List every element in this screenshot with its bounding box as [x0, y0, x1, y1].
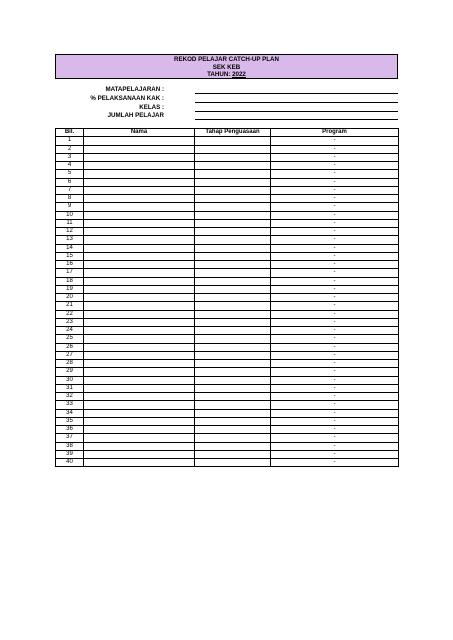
row-number: 20	[56, 294, 84, 302]
table-row	[56, 244, 399, 252]
row-number: 39	[56, 450, 84, 458]
table-row	[56, 393, 399, 401]
level-cell[interactable]	[195, 376, 271, 384]
level-cell[interactable]	[195, 417, 271, 425]
program-cell[interactable]: -	[271, 137, 399, 145]
name-cell[interactable]	[84, 376, 195, 384]
name-cell[interactable]	[84, 145, 195, 153]
level-cell[interactable]	[195, 195, 271, 203]
name-cell[interactable]	[84, 442, 195, 450]
table-row	[56, 426, 399, 434]
row-number: 10	[56, 211, 84, 219]
table-row	[56, 294, 399, 302]
info-label-total: JUMLAH PELAJAR	[107, 112, 164, 119]
name-cell[interactable]	[84, 170, 195, 178]
table-row	[56, 360, 399, 368]
program-cell[interactable]: -	[271, 368, 399, 376]
table-row	[56, 384, 399, 392]
name-cell[interactable]	[84, 203, 195, 211]
row-number: 27	[56, 351, 84, 359]
row-number: 23	[56, 318, 84, 326]
report-header	[55, 54, 398, 79]
table-row	[56, 277, 399, 285]
table-body	[56, 137, 399, 467]
table-row	[56, 310, 399, 318]
table-row	[56, 351, 399, 359]
info-label-kak: % PELAKSANAAN KAK :	[90, 95, 164, 102]
table-row	[56, 178, 399, 186]
program-cell[interactable]: -	[271, 318, 399, 326]
level-cell[interactable]	[195, 442, 271, 450]
level-cell[interactable]	[195, 145, 271, 153]
table-row	[56, 162, 399, 170]
level-cell[interactable]	[195, 186, 271, 194]
program-cell[interactable]: -	[271, 162, 399, 170]
year-label: TAHUN:	[207, 71, 231, 78]
table-row	[56, 203, 399, 211]
info-line-subject[interactable]	[195, 93, 398, 94]
row-number: 21	[56, 302, 84, 310]
name-cell[interactable]	[84, 302, 195, 310]
info-section	[55, 86, 398, 122]
row-number: 8	[56, 195, 84, 203]
table-row	[56, 137, 399, 145]
table-row	[56, 261, 399, 269]
row-number: 32	[56, 393, 84, 401]
program-cell[interactable]: -	[271, 170, 399, 178]
program-cell[interactable]: -	[271, 434, 399, 442]
row-number: 5	[56, 170, 84, 178]
table-row	[56, 228, 399, 236]
program-cell[interactable]: -	[271, 327, 399, 335]
name-cell[interactable]	[84, 327, 195, 335]
level-cell[interactable]	[195, 170, 271, 178]
level-cell[interactable]	[195, 318, 271, 326]
name-cell[interactable]	[84, 434, 195, 442]
name-cell[interactable]	[84, 269, 195, 277]
table-row	[56, 434, 399, 442]
row-number: 12	[56, 228, 84, 236]
program-cell[interactable]: -	[271, 269, 399, 277]
info-row-subject	[55, 86, 398, 94]
program-cell[interactable]: -	[271, 310, 399, 318]
program-cell[interactable]: -	[271, 442, 399, 450]
name-cell[interactable]	[84, 417, 195, 425]
level-cell[interactable]	[195, 434, 271, 442]
level-cell[interactable]	[195, 277, 271, 285]
table-row	[56, 236, 399, 244]
table-row	[56, 211, 399, 219]
level-cell[interactable]	[195, 368, 271, 376]
table-row	[56, 219, 399, 227]
table-row	[56, 318, 399, 326]
row-number: 9	[56, 203, 84, 211]
level-cell[interactable]	[195, 203, 271, 211]
name-cell[interactable]	[84, 153, 195, 161]
program-cell[interactable]: -	[271, 203, 399, 211]
name-cell[interactable]	[84, 351, 195, 359]
col-header-tahap: Tahap Penguasaan	[195, 129, 271, 137]
level-cell[interactable]	[195, 401, 271, 409]
name-cell[interactable]	[84, 318, 195, 326]
program-cell[interactable]: -	[271, 211, 399, 219]
program-cell[interactable]: -	[271, 450, 399, 458]
table-row	[56, 145, 399, 153]
row-number: 26	[56, 343, 84, 351]
row-number: 11	[56, 219, 84, 227]
table-row	[56, 442, 399, 450]
row-number: 3	[56, 153, 84, 161]
name-cell[interactable]	[84, 368, 195, 376]
row-number: 22	[56, 310, 84, 318]
program-cell[interactable]: -	[271, 343, 399, 351]
row-number: 18	[56, 277, 84, 285]
program-cell[interactable]: -	[271, 228, 399, 236]
level-cell[interactable]	[195, 409, 271, 417]
program-cell[interactable]: -	[271, 335, 399, 343]
row-number: 17	[56, 269, 84, 277]
col-header-nama: Nama	[84, 129, 195, 137]
row-number: 13	[56, 236, 84, 244]
program-cell[interactable]: -	[271, 186, 399, 194]
table-row	[56, 269, 399, 277]
table-row	[56, 409, 399, 417]
program-cell[interactable]: -	[271, 417, 399, 425]
table-row	[56, 368, 399, 376]
table-header-row	[56, 129, 399, 137]
row-number: 2	[56, 145, 84, 153]
name-cell[interactable]	[84, 426, 195, 434]
program-cell[interactable]: -	[271, 294, 399, 302]
level-cell[interactable]	[195, 137, 271, 145]
program-cell[interactable]: -	[271, 145, 399, 153]
row-number: 1	[56, 137, 84, 145]
program-cell[interactable]: -	[271, 252, 399, 260]
year-line	[56, 71, 397, 79]
info-row-class	[55, 104, 398, 112]
level-cell[interactable]	[195, 244, 271, 252]
name-cell[interactable]	[84, 228, 195, 236]
level-cell[interactable]	[195, 343, 271, 351]
row-number: 35	[56, 417, 84, 425]
level-cell[interactable]	[195, 335, 271, 343]
name-cell[interactable]	[84, 343, 195, 351]
level-cell[interactable]	[195, 351, 271, 359]
info-label-class: KELAS :	[139, 104, 164, 111]
info-line-total[interactable]	[195, 119, 398, 120]
name-cell[interactable]	[84, 277, 195, 285]
program-cell[interactable]: -	[271, 384, 399, 392]
row-number: 15	[56, 252, 84, 260]
student-table	[55, 128, 399, 467]
level-cell[interactable]	[195, 285, 271, 293]
level-cell[interactable]	[195, 310, 271, 318]
level-cell[interactable]	[195, 459, 271, 467]
level-cell[interactable]	[195, 360, 271, 368]
level-cell[interactable]	[195, 269, 271, 277]
name-cell[interactable]	[84, 195, 195, 203]
info-label-subject: MATAPELAJARAN :	[105, 86, 164, 93]
level-cell[interactable]	[195, 294, 271, 302]
row-number: 28	[56, 360, 84, 368]
program-cell[interactable]: -	[271, 351, 399, 359]
row-number: 36	[56, 426, 84, 434]
program-cell[interactable]: -	[271, 376, 399, 384]
name-cell[interactable]	[84, 310, 195, 318]
name-cell[interactable]	[84, 178, 195, 186]
table-row	[56, 401, 399, 409]
row-number: 19	[56, 285, 84, 293]
program-cell[interactable]: -	[271, 302, 399, 310]
table-row	[56, 417, 399, 425]
table-row	[56, 252, 399, 260]
level-cell[interactable]	[195, 153, 271, 161]
name-cell[interactable]	[84, 285, 195, 293]
table-row	[56, 450, 399, 458]
row-number: 31	[56, 384, 84, 392]
info-row-total	[55, 112, 398, 120]
name-cell[interactable]	[84, 360, 195, 368]
school-name: SEK KEB	[212, 63, 241, 71]
level-cell[interactable]	[195, 302, 271, 310]
row-number: 29	[56, 368, 84, 376]
row-number: 7	[56, 186, 84, 194]
row-number: 33	[56, 401, 84, 409]
level-cell[interactable]	[195, 384, 271, 392]
level-cell[interactable]	[195, 162, 271, 170]
table-row	[56, 459, 399, 467]
info-row-kak	[55, 95, 398, 103]
name-cell[interactable]	[84, 409, 195, 417]
name-cell[interactable]	[84, 219, 195, 227]
program-cell[interactable]: -	[271, 285, 399, 293]
program-cell[interactable]: -	[271, 153, 399, 161]
table-row	[56, 285, 399, 293]
year-value: 2022	[232, 71, 246, 78]
program-cell[interactable]: -	[271, 409, 399, 417]
name-cell[interactable]	[84, 261, 195, 269]
program-cell[interactable]: -	[271, 244, 399, 252]
table-row	[56, 186, 399, 194]
name-cell[interactable]	[84, 401, 195, 409]
name-cell[interactable]	[84, 393, 195, 401]
level-cell[interactable]	[195, 219, 271, 227]
program-cell[interactable]: -	[271, 178, 399, 186]
level-cell[interactable]	[195, 178, 271, 186]
level-cell[interactable]	[195, 228, 271, 236]
level-cell[interactable]	[195, 252, 271, 260]
row-number: 24	[56, 327, 84, 335]
level-cell[interactable]	[195, 327, 271, 335]
name-cell[interactable]	[84, 162, 195, 170]
name-cell[interactable]	[84, 335, 195, 343]
row-number: 4	[56, 162, 84, 170]
program-cell[interactable]: -	[271, 236, 399, 244]
program-cell[interactable]: -	[271, 393, 399, 401]
name-cell[interactable]	[84, 137, 195, 145]
col-header-bil: Bil.	[56, 129, 84, 137]
program-cell[interactable]: -	[271, 459, 399, 467]
row-number: 6	[56, 178, 84, 186]
level-cell[interactable]	[195, 393, 271, 401]
row-number: 14	[56, 244, 84, 252]
row-number: 30	[56, 376, 84, 384]
program-cell[interactable]: -	[271, 219, 399, 227]
program-cell[interactable]: -	[271, 360, 399, 368]
row-number: 38	[56, 442, 84, 450]
name-cell[interactable]	[84, 211, 195, 219]
name-cell[interactable]	[84, 252, 195, 260]
program-cell[interactable]: -	[271, 195, 399, 203]
row-number: 16	[56, 261, 84, 269]
table-row	[56, 195, 399, 203]
table-row	[56, 335, 399, 343]
col-header-program: Program	[271, 129, 399, 137]
level-cell[interactable]	[195, 236, 271, 244]
name-cell[interactable]	[84, 244, 195, 252]
program-cell[interactable]: -	[271, 261, 399, 269]
level-cell[interactable]	[195, 426, 271, 434]
table-row	[56, 327, 399, 335]
report-title: REKOD PELAJAR CATCH-UP PLAN	[174, 56, 279, 63]
level-cell[interactable]	[195, 261, 271, 269]
table-row	[56, 302, 399, 310]
table-row	[56, 170, 399, 178]
name-cell[interactable]	[84, 450, 195, 458]
program-cell[interactable]: -	[271, 277, 399, 285]
row-number: 40	[56, 459, 84, 467]
program-cell[interactable]: -	[271, 401, 399, 409]
program-cell[interactable]: -	[271, 426, 399, 434]
name-cell[interactable]	[84, 236, 195, 244]
row-number: 37	[56, 434, 84, 442]
table-row	[56, 153, 399, 161]
name-cell[interactable]	[84, 294, 195, 302]
level-cell[interactable]	[195, 450, 271, 458]
name-cell[interactable]	[84, 384, 195, 392]
row-number: 25	[56, 335, 84, 343]
name-cell[interactable]	[84, 459, 195, 467]
table-row	[56, 376, 399, 384]
level-cell[interactable]	[195, 211, 271, 219]
name-cell[interactable]	[84, 186, 195, 194]
info-line-kak[interactable]	[195, 102, 398, 103]
row-number: 34	[56, 409, 84, 417]
table-row	[56, 343, 399, 351]
